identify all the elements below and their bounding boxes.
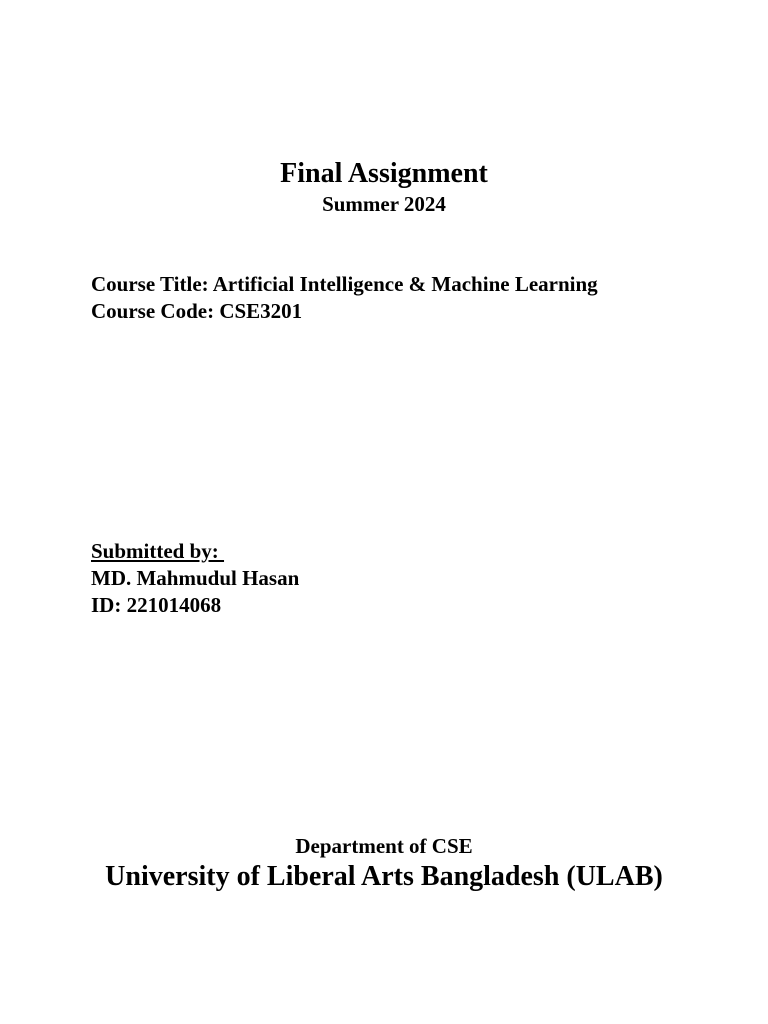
university-name: University of Liberal Arts Bangladesh (ULAB) xyxy=(105,861,663,892)
document-title: Final Assignment xyxy=(280,158,488,189)
course-code-line: Course Code: CSE3201 xyxy=(91,299,303,323)
document-subtitle: Summer 2024 xyxy=(322,192,446,216)
student-id-line: ID: 221014068 xyxy=(91,593,222,617)
course-title-line: Course Title: Artificial Intelligence & Machine Learning xyxy=(91,272,598,296)
submitted-by-label: Submitted by: xyxy=(91,539,225,563)
department-name: Department of CSE xyxy=(295,834,473,858)
student-name: MD. Mahmudul Hasan xyxy=(91,566,300,590)
